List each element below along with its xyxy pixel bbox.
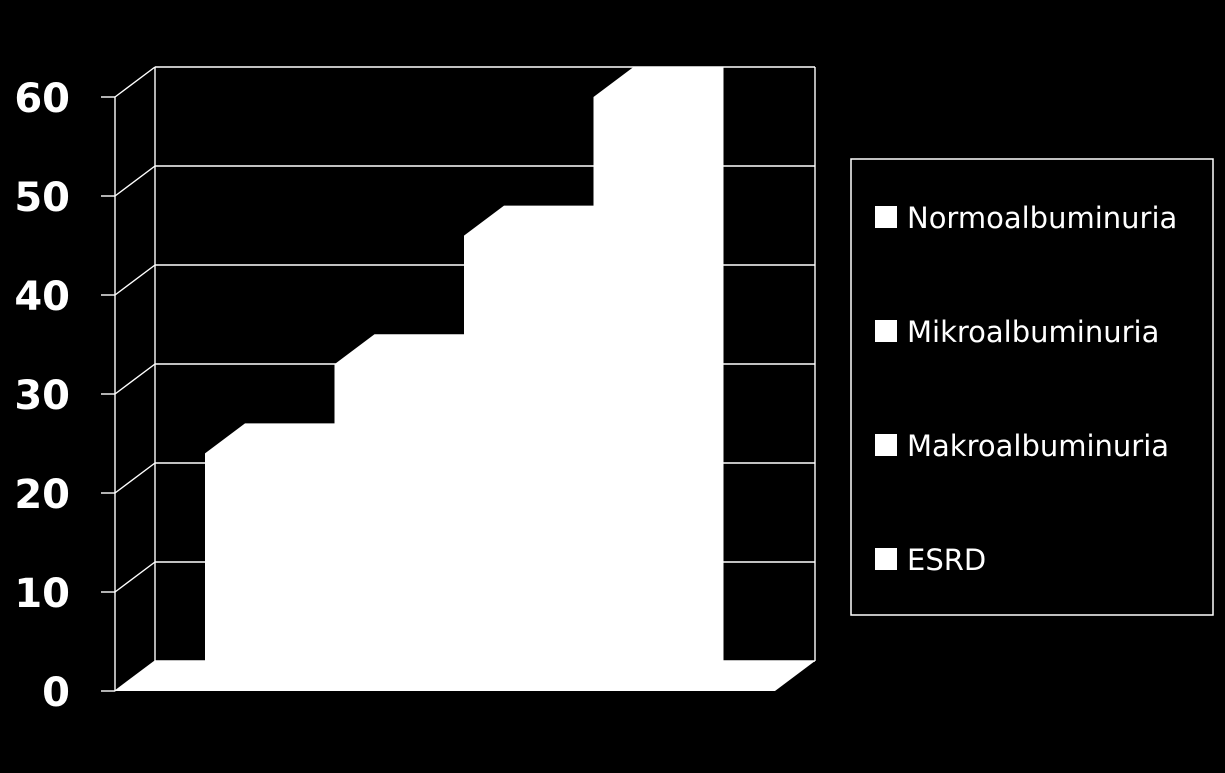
y-tick-label: 60: [14, 76, 70, 122]
y-axis-ticks: [14, 76, 115, 716]
gridline-side: [115, 364, 155, 394]
legend-swatch: [875, 206, 897, 228]
legend-entry-label: ESRD: [907, 543, 987, 577]
bars: [205, 67, 724, 691]
legend-entry-label: Makroalbuminuria: [907, 429, 1170, 463]
gridline-side: [115, 463, 155, 493]
y-tick-label: 50: [14, 175, 70, 221]
gridline-side: [115, 67, 155, 97]
legend-swatch: [875, 434, 897, 456]
y-tick-label: 10: [14, 571, 70, 617]
legend: [851, 159, 1213, 615]
y-tick-label: 30: [14, 373, 70, 419]
gridline-side: [115, 265, 155, 295]
legend-swatch: [875, 320, 897, 342]
y-tick-label: 0: [42, 670, 70, 716]
y-tick-label: 40: [14, 274, 70, 320]
legend-swatch: [875, 548, 897, 570]
gridline-side: [115, 562, 155, 592]
legend-entry-label: Normoalbuminuria: [907, 201, 1178, 235]
gridline-side: [115, 166, 155, 196]
bar: [464, 206, 594, 691]
bar: [335, 334, 465, 691]
bar: [205, 423, 335, 691]
legend-entry-label: Mikroalbuminuria: [907, 315, 1160, 349]
y-tick-label: 20: [14, 472, 70, 518]
bar: [594, 67, 724, 691]
